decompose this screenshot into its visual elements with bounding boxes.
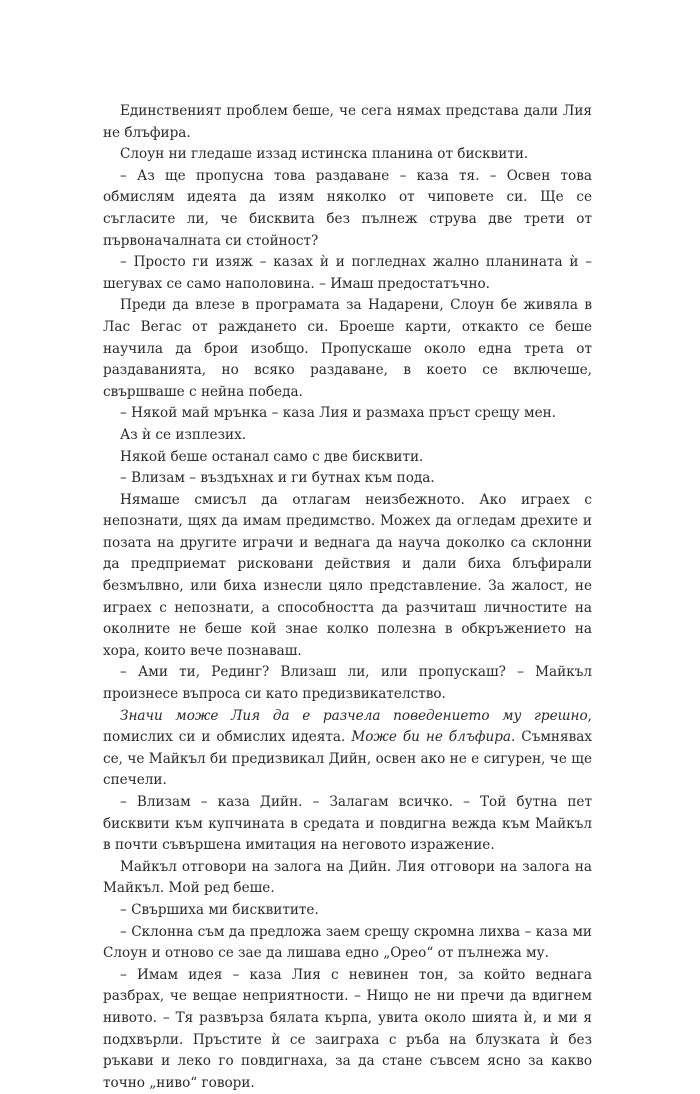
text-run: Преди да влезе в програмата за Надарени, Слоун бе живяла в Лас Вегас от раждането си. Броеше карти, откакто се беше научила да брои изобщо. Пропускаше около една трета от раздаванията, но всяко раздаване, в което се включеше, свършваше с нейна победа. <box>103 297 592 400</box>
paragraph <box>103 922 592 965</box>
paragraph <box>103 965 592 1094</box>
text-run: , помислих си и обмислих идеята. <box>103 707 592 746</box>
text-run: – Аз ще пропусна това раздаване – каза тя. – Освен това обмислям идеята да изям няколко от чиповете си. Ще се съгласите ли, че бисквита без пълнеж струва две трети от първоначалната си стойност? <box>103 167 592 249</box>
paragraph <box>103 166 592 252</box>
body-text <box>103 101 592 1094</box>
text-run: Слоун ни гледаше иззад истинска планина от бисквити. <box>120 146 529 163</box>
paragraph <box>103 447 592 469</box>
text-run: – Просто ги изяж – казах ѝ и погледнах жално планината ѝ – шегувах се само наполовина. – Имаш предостатъчно. <box>103 254 592 292</box>
text-run: Единственият проблем беше, че сега нямах представа дали Лия не блъфира. <box>103 103 592 141</box>
text-run: Нямаше смисъл да отлагам неизбежното. Ако играех с непознати, щях да имам предимство. Можех да огледам дрехите и позата на другите играчи и веднага да науча доколко са склонни да предприемат рисковани действия и дали биха блъфирали безмълвно, или биха изнесли цяло представление. За жалост, не играех с непознати, а способността да разчиташ личностите на околните не беше кой знае колко полезна в обкръжението на хора, които вече познаваш. <box>103 491 592 659</box>
paragraph <box>103 792 592 857</box>
paragraph <box>103 900 592 922</box>
paragraph <box>103 662 592 705</box>
text-run: – Свършиха ми бисквитите. <box>120 901 319 918</box>
paragraph <box>103 101 592 144</box>
paragraph <box>103 252 592 295</box>
text-run: Майкъл отговори на залога на Дийн. Лия отговори на залога на Майкъл. Мой ред беше. <box>103 858 592 897</box>
paragraph <box>103 706 592 792</box>
paragraph <box>103 468 592 490</box>
text-run: – Склонна съм да предложа заем срещу скромна лихва – каза ми Слоун и отново се зае да лишава едно „Орео“ от пълнежа му. <box>103 923 592 962</box>
text-run: Аз ѝ се изплезих. <box>120 426 247 443</box>
text-run: – Ами ти, Рединг? Влизаш ли, или пропускаш? – Майкъл произнесе въпроса си като предизвикателство. <box>103 664 592 703</box>
text-run: Съмнявах се, че Майкъл би предизвикал Дийн, освен ако не е сигурен, че ще спечели. <box>103 729 592 789</box>
paragraph <box>103 425 592 447</box>
text-run: – Имам идея – каза Лия с невинен тон, за който веднага разбрах, че вещае неприятности. – Нищо не ни пречи да вдигнем нивото. – Тя развърза бялата кърпа, увита около шията ѝ, и ми я подхвърли. Пръстите ѝ се заиграха с ръба на блузката ѝ без ръкави и леко го повдигнаха, за да стане съвсем ясно за какво точно „ниво“ говори. <box>103 966 592 1091</box>
paragraph <box>103 490 592 663</box>
text-run: – Някой май мрънка – каза Лия и размаха пръст срещу мен. <box>120 405 556 422</box>
text-run: Някой беше останал само с две бисквити. <box>120 448 424 465</box>
italic-text: Значи може Лия да е разчела поведението му грешно <box>120 707 588 724</box>
paragraph <box>103 295 592 403</box>
paragraph <box>103 403 592 425</box>
italic-text: Може би не блъфира. <box>351 729 516 746</box>
paragraph <box>103 144 592 166</box>
text-run: – Влизам – въздъхнах и ги бутнах към пода. <box>120 470 435 487</box>
text-run: – Влизам – каза Дийн. – Залагам всичко. – Той бутна пет бисквити към купчината в средата и повдигна вежда към Майкъл в почти съвършена имитация на неговото изражение. <box>103 794 592 854</box>
paragraph <box>103 857 592 900</box>
